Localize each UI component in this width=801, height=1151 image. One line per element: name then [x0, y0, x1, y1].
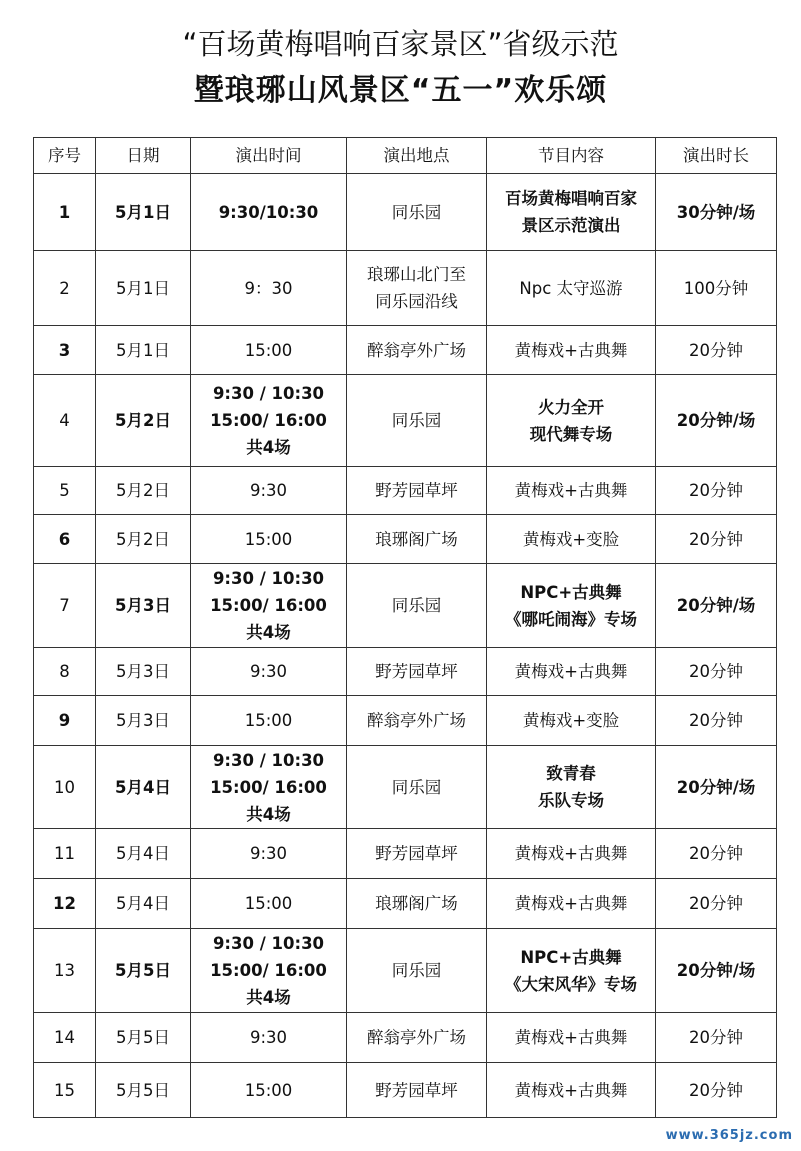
page-subtitle: 暨琅琊山风景区“五一”欢乐颂	[193, 73, 608, 108]
number-cell: 8	[34, 648, 96, 696]
table-row	[34, 1063, 777, 1118]
time-cell-line: 15:00/ 16:00	[210, 961, 327, 980]
content-cell-line: 黄梅戏+古典舞	[514, 1080, 628, 1100]
table-header-row	[34, 138, 777, 174]
duration-cell: 20分钟/场	[656, 564, 777, 648]
time-cell	[191, 829, 347, 879]
content-cell-line: 黄梅戏+古典舞	[514, 894, 628, 913]
number-cell: 11	[34, 829, 96, 879]
duration-cell: 20分钟	[656, 648, 777, 696]
place-cell-line: 野芳园草坪	[375, 662, 458, 681]
duration-cell: 20分钟	[656, 829, 777, 879]
time-cell	[191, 929, 347, 1013]
content-cell-line: 黄梅戏+古典舞	[514, 1028, 628, 1047]
time-cell-line: 共4场	[246, 988, 291, 1007]
place-cell	[347, 696, 487, 746]
duration-cell: 20分钟	[656, 467, 777, 515]
duration-cell: 20分钟	[656, 326, 777, 375]
time-cell	[191, 1063, 347, 1118]
time-cell-line: 15:00/ 16:00	[210, 411, 327, 430]
date-cell: 5月1日	[96, 326, 191, 375]
place-cell	[347, 1013, 487, 1063]
content-cell	[487, 1013, 656, 1063]
date-cell: 5月4日	[96, 879, 191, 929]
header-time: 演出时间	[191, 138, 347, 174]
content-cell	[487, 564, 656, 648]
place-cell-line: 琅琊阁广场	[375, 529, 458, 549]
header-number: 序号	[34, 138, 96, 174]
place-cell	[347, 174, 487, 251]
time-cell-line: 9:30/10:30	[218, 202, 319, 222]
duration-cell: 20分钟	[656, 879, 777, 929]
time-cell	[191, 515, 347, 564]
content-cell-line: 黄梅戏+古典舞	[514, 340, 628, 360]
place-cell-line: 同乐园	[391, 596, 442, 615]
table-row	[34, 648, 777, 696]
content-cell-line: 黄梅戏+古典舞	[514, 844, 628, 863]
time-cell-line: 9:30 / 10:30	[212, 934, 325, 953]
place-cell-line: 醉翁亭外广场	[367, 711, 466, 730]
header-date: 日期	[96, 138, 191, 174]
content-cell	[487, 746, 656, 829]
time-cell-line: 9:30	[249, 662, 288, 681]
number-cell: 2	[34, 251, 96, 326]
place-cell	[347, 746, 487, 829]
date-cell: 5月2日	[96, 467, 191, 515]
time-cell-line: 9：30	[244, 278, 293, 298]
content-cell-line: 乐队专场	[538, 791, 604, 810]
content-cell	[487, 515, 656, 564]
number-cell: 6	[34, 515, 96, 564]
table-row	[34, 251, 777, 326]
number-cell: 3	[34, 326, 96, 375]
duration-cell: 20分钟	[656, 1013, 777, 1063]
time-cell	[191, 467, 347, 515]
place-cell	[347, 375, 487, 467]
place-cell	[347, 326, 487, 375]
place-cell-line: 野芳园草坪	[375, 844, 458, 863]
number-cell: 13	[34, 929, 96, 1013]
time-cell-line: 15:00	[244, 894, 293, 913]
table-row	[34, 564, 777, 648]
content-cell-line: 现代舞专场	[529, 424, 613, 444]
content-cell	[487, 467, 656, 515]
date-cell: 5月4日	[96, 829, 191, 879]
time-cell-line: 共4场	[246, 804, 291, 824]
content-cell-line: 《大宋风华》专场	[505, 974, 637, 994]
place-cell-line: 醉翁亭外广场	[367, 340, 466, 360]
date-cell: 5月3日	[96, 696, 191, 746]
date-cell: 5月5日	[96, 1013, 191, 1063]
time-cell	[191, 1013, 347, 1063]
place-cell	[347, 515, 487, 564]
time-cell	[191, 564, 347, 648]
content-cell-line: 火力全开	[538, 397, 604, 417]
place-cell-line: 野芳园草坪	[375, 481, 458, 500]
place-cell	[347, 929, 487, 1013]
schedule-table	[33, 137, 777, 1118]
place-cell	[347, 648, 487, 696]
content-cell	[487, 696, 656, 746]
duration-cell: 20分钟/场	[656, 375, 777, 467]
time-cell-line: 共4场	[246, 623, 291, 642]
date-cell: 5月2日	[96, 375, 191, 467]
time-cell	[191, 251, 347, 326]
time-cell	[191, 326, 347, 375]
date-cell: 5月3日	[96, 564, 191, 648]
time-cell	[191, 746, 347, 829]
number-cell: 5	[34, 467, 96, 515]
place-cell	[347, 879, 487, 929]
duration-cell: 100分钟	[656, 251, 777, 326]
time-cell-line: 9:30	[249, 481, 288, 500]
duration-cell: 30分钟/场	[656, 174, 777, 251]
date-cell: 5月3日	[96, 648, 191, 696]
time-cell-line: 9:30	[249, 1028, 288, 1047]
time-cell-line: 共4场	[246, 438, 291, 457]
content-cell-line: 黄梅戏+古典舞	[514, 481, 628, 500]
number-cell: 12	[34, 879, 96, 929]
table-row	[34, 929, 777, 1013]
place-cell-line: 琅琊山北门至	[367, 265, 466, 284]
time-cell	[191, 879, 347, 929]
place-cell-line: 同乐园	[391, 777, 442, 797]
time-cell-line: 15:00	[244, 1080, 293, 1100]
number-cell: 10	[34, 746, 96, 829]
time-cell-line: 9:30	[249, 844, 288, 863]
place-cell-line: 同乐园	[391, 411, 442, 430]
duration-cell: 20分钟/场	[656, 746, 777, 829]
date-cell: 5月2日	[96, 515, 191, 564]
date-cell: 5月1日	[96, 174, 191, 251]
number-cell: 1	[34, 174, 96, 251]
table-row	[34, 375, 777, 467]
time-cell	[191, 375, 347, 467]
time-cell-line: 9:30 / 10:30	[212, 384, 325, 403]
content-cell-line: 百场黄梅唱响百家	[505, 189, 637, 208]
header-place: 演出地点	[347, 138, 487, 174]
table-row	[34, 1013, 777, 1063]
content-cell	[487, 375, 656, 467]
time-cell-line: 15:00	[244, 340, 293, 360]
time-cell	[191, 696, 347, 746]
place-cell	[347, 564, 487, 648]
content-cell	[487, 829, 656, 879]
page-title: “百场黄梅唱响百家景区”省级示范	[182, 27, 619, 61]
header-duration: 演出时长	[656, 138, 777, 174]
header-content: 节目内容	[487, 138, 656, 174]
duration-cell: 20分钟	[656, 1063, 777, 1118]
time-cell-line: 9:30 / 10:30	[212, 750, 325, 770]
date-cell: 5月4日	[96, 746, 191, 829]
time-cell-line: 15:00/ 16:00	[210, 777, 327, 797]
content-cell	[487, 1063, 656, 1118]
table-row	[34, 879, 777, 929]
number-cell: 4	[34, 375, 96, 467]
date-cell: 5月1日	[96, 251, 191, 326]
table-row	[34, 696, 777, 746]
place-cell	[347, 467, 487, 515]
content-cell	[487, 648, 656, 696]
place-cell	[347, 251, 487, 326]
content-cell-line: NPC+古典舞	[520, 947, 622, 967]
place-cell	[347, 1063, 487, 1118]
content-cell	[487, 251, 656, 326]
date-cell: 5月5日	[96, 929, 191, 1013]
content-cell-line: 景区示范演出	[521, 216, 621, 235]
table-row	[34, 174, 777, 251]
content-cell	[487, 326, 656, 375]
table-row	[34, 515, 777, 564]
content-cell	[487, 879, 656, 929]
content-cell	[487, 929, 656, 1013]
table-row	[34, 746, 777, 829]
place-cell-line: 琅琊阁广场	[375, 894, 458, 913]
content-cell-line: 黄梅戏+变脸	[522, 711, 620, 730]
content-cell-line: NPC+古典舞	[520, 582, 622, 602]
number-cell: 15	[34, 1063, 96, 1118]
content-cell-line: 黄梅戏+变脸	[522, 529, 620, 549]
content-cell-line: 黄梅戏+古典舞	[514, 662, 628, 681]
duration-cell: 20分钟/场	[656, 929, 777, 1013]
time-cell-line: 15:00	[244, 529, 293, 549]
place-cell-line: 同乐园	[391, 202, 442, 222]
time-cell-line: 15:00	[244, 711, 293, 730]
content-cell-line: 《哪吒闹海》专场	[505, 609, 637, 629]
duration-cell: 20分钟	[656, 515, 777, 564]
place-cell	[347, 829, 487, 879]
number-cell: 14	[34, 1013, 96, 1063]
table-row	[34, 467, 777, 515]
place-cell-line: 同乐园	[391, 961, 442, 980]
time-cell	[191, 648, 347, 696]
content-cell-line: Npc 太守巡游	[519, 278, 623, 298]
place-cell-line: 野芳园草坪	[375, 1080, 458, 1100]
number-cell: 7	[34, 564, 96, 648]
place-cell-line: 醉翁亭外广场	[367, 1028, 466, 1047]
number-cell: 9	[34, 696, 96, 746]
time-cell-line: 15:00/ 16:00	[210, 596, 327, 615]
content-cell-line: 致青春	[546, 764, 596, 783]
date-cell: 5月5日	[96, 1063, 191, 1118]
time-cell-line: 9:30 / 10:30	[212, 569, 325, 588]
place-cell-line: 同乐园沿线	[375, 292, 458, 311]
content-cell	[487, 174, 656, 251]
table-row	[34, 829, 777, 879]
table-row	[34, 326, 777, 375]
watermark: www.365jz.com	[665, 1128, 793, 1143]
time-cell	[191, 174, 347, 251]
duration-cell: 20分钟	[656, 696, 777, 746]
